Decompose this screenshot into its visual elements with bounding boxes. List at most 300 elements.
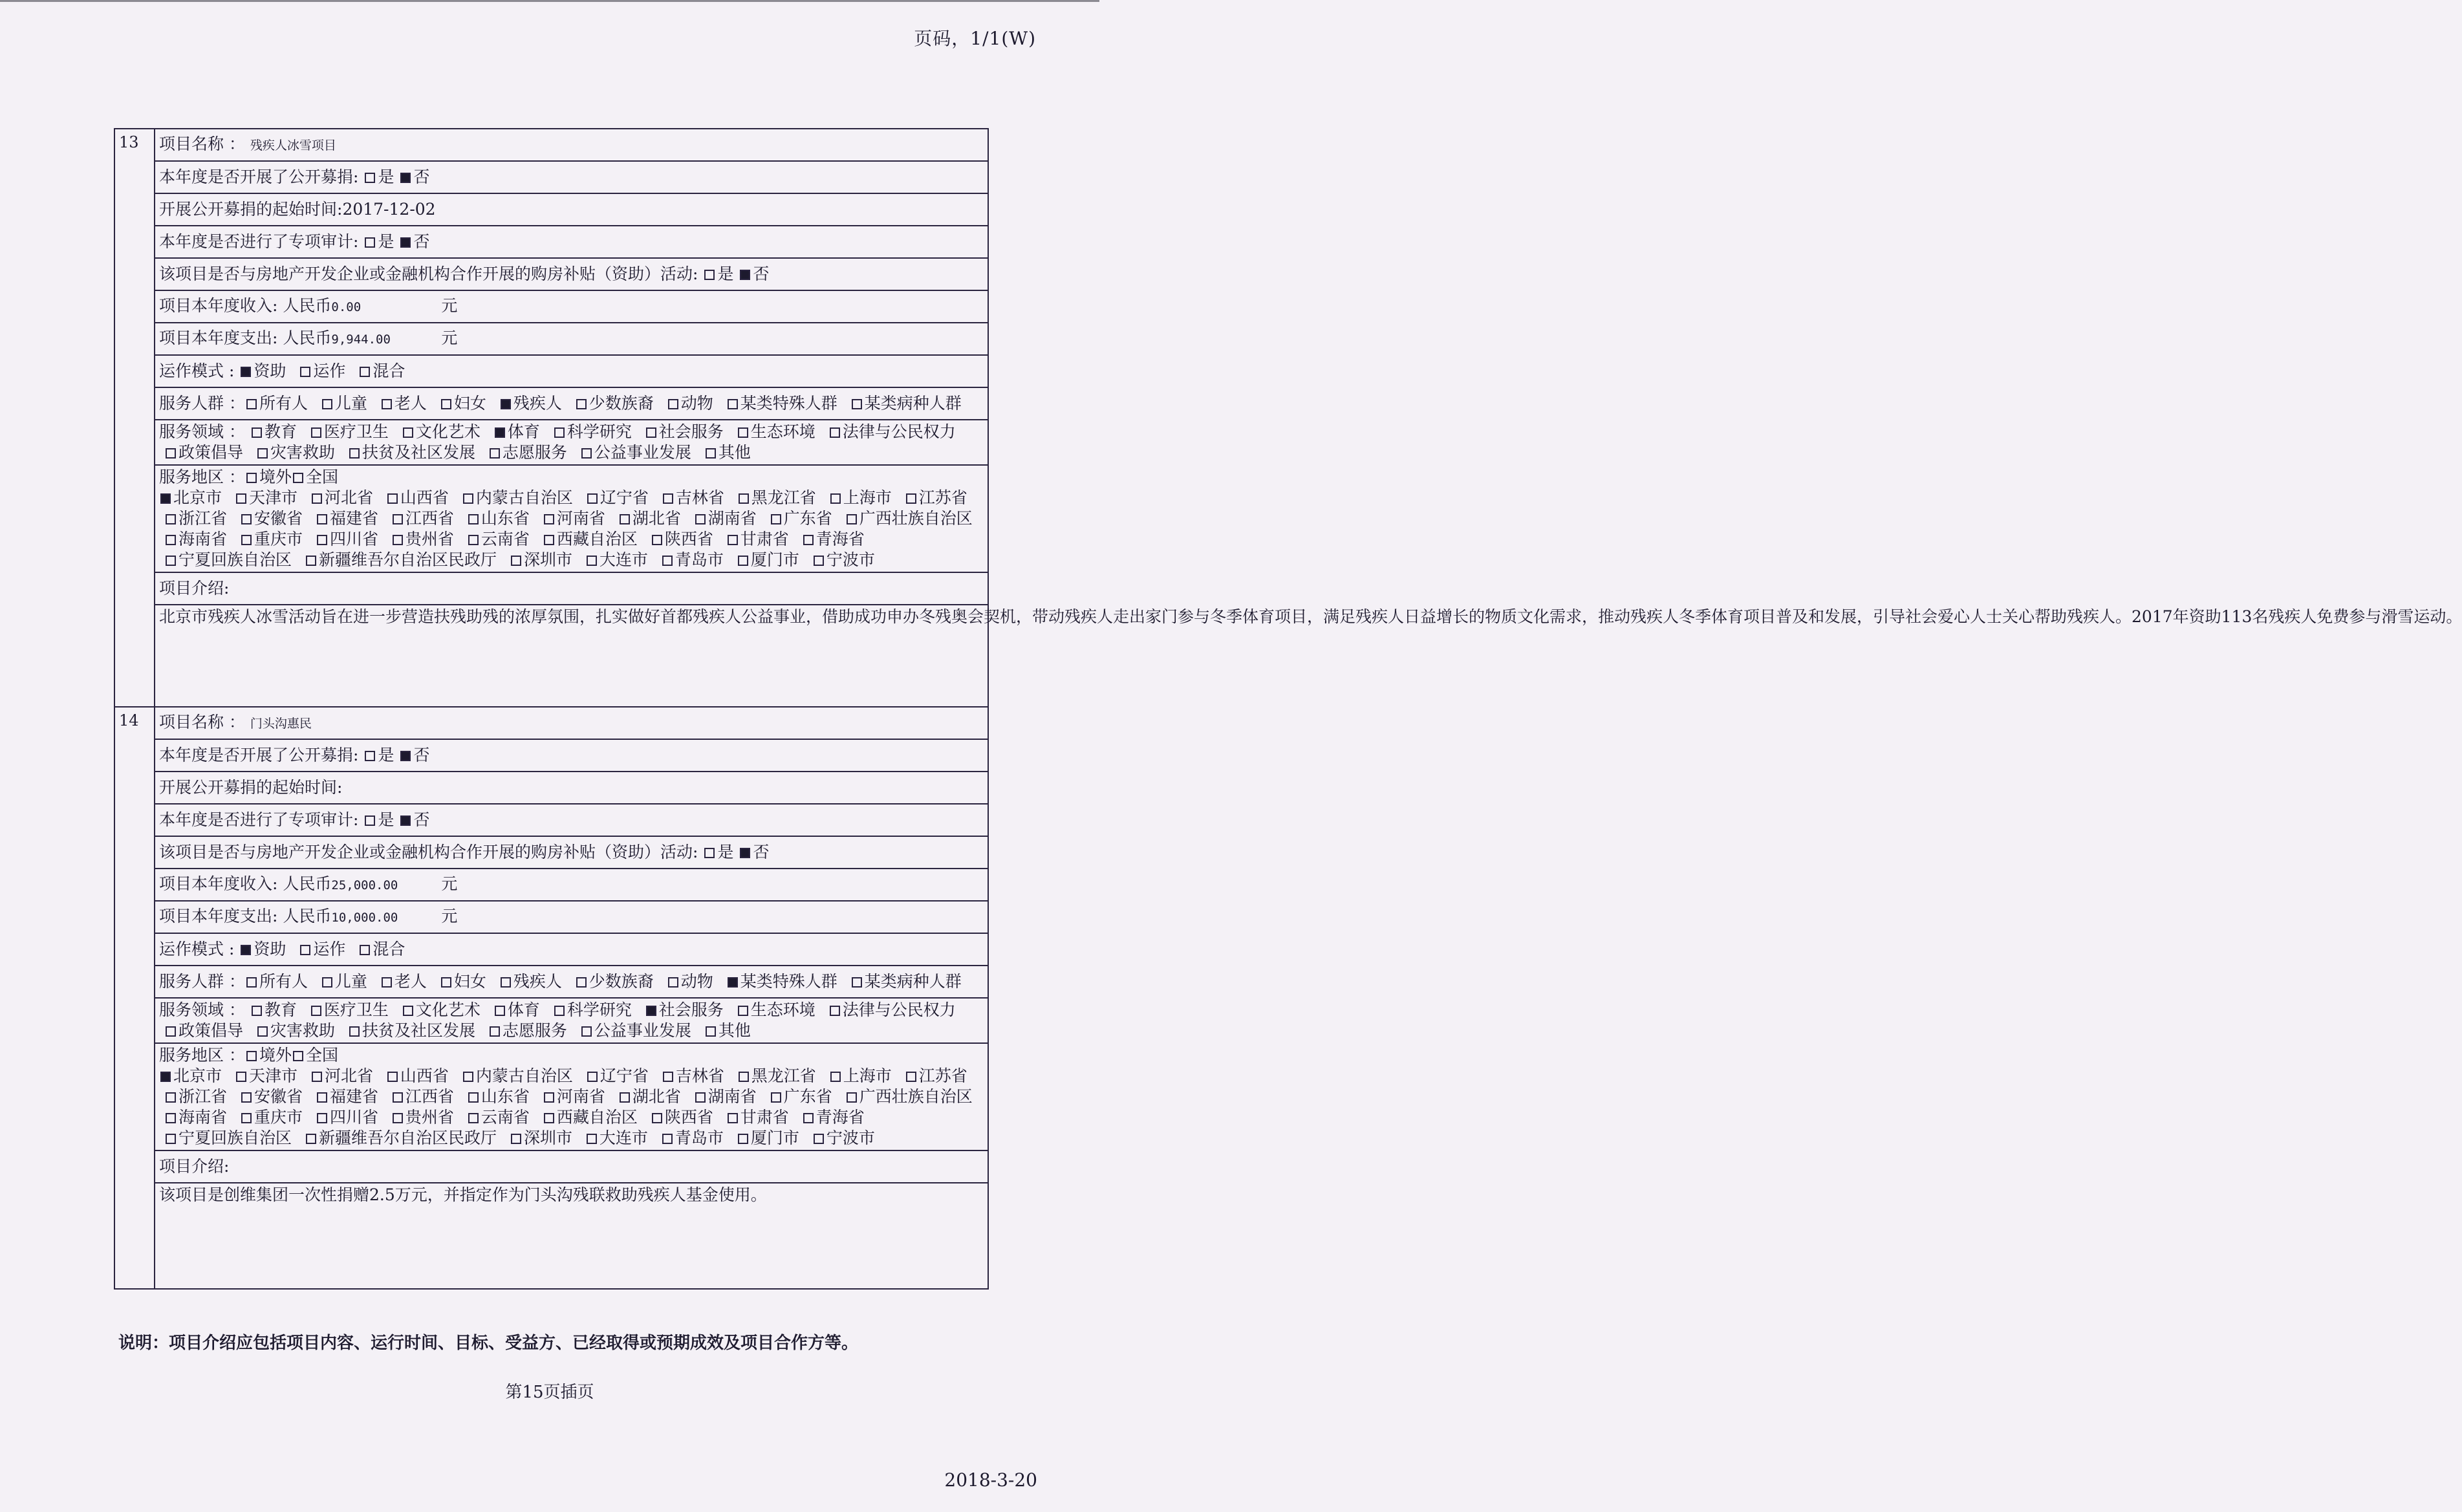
checkbox-unchecked[interactable] — [236, 1072, 246, 1082]
no-checkbox[interactable] — [400, 173, 411, 183]
service-area-option — [900, 488, 967, 507]
service-area-option — [159, 488, 222, 507]
checkbox-unchecked[interactable] — [166, 1134, 176, 1144]
service-field-option-label: 教育 — [264, 422, 297, 441]
special-audit-row — [155, 804, 988, 836]
service-group-row — [155, 966, 988, 998]
service-area-option-label: 广西壮族自治区 — [859, 509, 973, 528]
checkbox-unchecked[interactable] — [652, 1113, 662, 1123]
checkbox-unchecked[interactable] — [511, 556, 521, 566]
service-field-option — [396, 1000, 481, 1019]
income-unit: 元 — [441, 874, 458, 893]
service-area-option-label: 浙江省 — [178, 1087, 228, 1106]
service-area-option — [310, 1108, 378, 1127]
service-area-option-label: 海南省 — [178, 1108, 228, 1127]
service-area-top-label: 境外 — [259, 468, 292, 486]
housing-subsidy-row — [155, 258, 988, 290]
service-area-option — [613, 509, 681, 528]
income-value: 0.00 — [331, 300, 362, 314]
checkbox-unchecked[interactable] — [393, 1113, 403, 1123]
service-field-option-label: 生态环境 — [750, 422, 815, 441]
checkbox-unchecked[interactable] — [166, 1026, 176, 1037]
checkbox-checked[interactable] — [160, 1072, 171, 1082]
operation-mode-option — [294, 362, 345, 380]
service-area-top-label: 境外 — [259, 1046, 292, 1064]
service-area-option-label: 广东省 — [783, 509, 832, 528]
checkbox-unchecked[interactable] — [322, 977, 332, 988]
checkbox-unchecked[interactable] — [587, 556, 597, 566]
checkbox-unchecked[interactable] — [544, 1113, 554, 1123]
checkbox-unchecked[interactable] — [393, 535, 403, 545]
checkbox-unchecked[interactable] — [511, 1134, 521, 1144]
checkbox-unchecked[interactable] — [830, 493, 841, 504]
checkbox-unchecked[interactable] — [241, 1113, 252, 1123]
checkbox-unchecked[interactable] — [663, 493, 673, 504]
service-group-option-label: 某类特殊人群 — [740, 972, 837, 991]
checkbox-unchecked[interactable] — [739, 1072, 749, 1082]
operation-mode-option-label: 运作 — [313, 362, 346, 380]
checkbox-unchecked[interactable] — [490, 1026, 500, 1037]
service-area-label: 服务地区 ： — [159, 468, 245, 486]
checkbox-unchecked[interactable] — [393, 514, 403, 524]
checkbox-unchecked[interactable] — [803, 535, 814, 545]
checkbox-unchecked[interactable] — [814, 1134, 824, 1144]
checkbox-unchecked[interactable] — [581, 448, 592, 459]
checkbox-unchecked[interactable] — [360, 945, 370, 955]
service-area-option — [689, 1087, 757, 1106]
service-area-option — [310, 1087, 378, 1106]
service-area-option — [656, 550, 724, 569]
operation-mode-option-label: 资助 — [254, 362, 286, 380]
expense-label: 项目本年度支出: 人民币 — [159, 907, 332, 925]
checkbox-unchecked[interactable] — [490, 448, 500, 459]
checkbox-unchecked[interactable] — [166, 1113, 176, 1123]
checkbox-checked[interactable] — [728, 977, 738, 988]
checkbox-unchecked[interactable] — [293, 1051, 303, 1061]
checkbox-unchecked[interactable] — [495, 1006, 505, 1016]
service-group-option-label: 妇女 — [453, 394, 486, 413]
service-field-option — [640, 422, 724, 441]
checkbox-unchecked[interactable] — [463, 493, 473, 504]
checkbox-unchecked[interactable] — [166, 448, 176, 459]
checkbox-unchecked[interactable] — [246, 399, 257, 409]
checkbox-unchecked[interactable] — [257, 1026, 268, 1037]
service-field-option-label: 其他 — [718, 1021, 751, 1040]
checkbox-unchecked[interactable] — [706, 1026, 716, 1037]
service-area-option-label: 陕西省 — [664, 1108, 713, 1127]
checkbox-unchecked[interactable] — [906, 493, 916, 504]
checkbox-unchecked[interactable] — [403, 427, 413, 438]
service-field-row — [155, 998, 988, 1043]
checkbox-unchecked[interactable] — [830, 1072, 841, 1082]
service-field-option — [488, 1000, 540, 1019]
checkbox-unchecked[interactable] — [830, 1006, 840, 1016]
no-checkbox[interactable] — [400, 237, 411, 248]
service-area-option — [462, 509, 530, 528]
service-field-option — [483, 443, 567, 462]
service-area-option — [537, 509, 605, 528]
checkbox-unchecked[interactable] — [906, 1072, 916, 1082]
service-area-option — [732, 1066, 816, 1085]
service-area-option-label: 黑龙江省 — [751, 488, 816, 507]
service-area-option-label: 湖北省 — [632, 1087, 681, 1106]
checkbox-unchecked[interactable] — [317, 514, 327, 524]
service-area-option — [235, 530, 303, 548]
service-area-option — [504, 550, 572, 569]
service-field-label: 服务领域 ： — [159, 1000, 245, 1019]
no-label: 否 — [753, 843, 770, 861]
income-label: 项目本年度收入: 人民币 — [159, 874, 332, 893]
checkbox-unchecked[interactable] — [403, 1006, 413, 1016]
service-area-option — [656, 1066, 724, 1085]
checkbox-unchecked[interactable] — [468, 1092, 479, 1103]
project-form-table — [114, 128, 2462, 1290]
checkbox-unchecked[interactable] — [847, 1092, 857, 1103]
service-area-options — [159, 488, 975, 569]
checkbox-unchecked[interactable] — [771, 514, 781, 524]
service-area-option — [230, 488, 297, 507]
service-area-option — [656, 488, 724, 507]
service-area-option-label: 黑龙江省 — [751, 1066, 816, 1085]
service-area-option-label: 江西省 — [405, 1087, 454, 1106]
checkbox-unchecked[interactable] — [544, 514, 554, 524]
service-field-option-label: 政策倡导 — [178, 443, 244, 462]
service-area-option — [159, 530, 227, 548]
footnote: 说明：项目介绍应包括项目内容、运行时间、目标、受益方、已经取得或预期成效及项目合作方等。 — [118, 1334, 859, 1353]
checkbox-unchecked[interactable] — [382, 399, 392, 409]
service-area-option — [310, 509, 378, 528]
checkbox-unchecked[interactable] — [317, 1113, 327, 1123]
service-area-option-label: 湖南省 — [707, 1087, 757, 1106]
yes-label: 是 — [717, 843, 734, 861]
checkbox-unchecked[interactable] — [166, 535, 176, 545]
checkbox-unchecked[interactable] — [587, 493, 598, 504]
service-field-option — [488, 422, 540, 441]
project-name-label: 项目名称 ： — [159, 135, 245, 153]
project-number: 13 — [114, 129, 155, 707]
service-field-option — [548, 1000, 632, 1019]
yes-label: 是 — [378, 232, 394, 251]
no-checkbox[interactable] — [740, 848, 750, 858]
checkbox-unchecked[interactable] — [306, 1134, 316, 1144]
checkbox-unchecked[interactable] — [668, 399, 678, 409]
service-area-option-label: 江西省 — [405, 509, 454, 528]
checkbox-unchecked[interactable] — [814, 556, 824, 566]
service-area-option — [537, 1108, 638, 1127]
service-group-option-label: 动物 — [680, 972, 713, 991]
checkbox-unchecked[interactable] — [311, 1006, 321, 1016]
checkbox-unchecked[interactable] — [847, 514, 857, 524]
service-area-option — [764, 1087, 832, 1106]
project-name-value: 门头沟惠民 — [250, 717, 312, 731]
operation-mode-label: 运作模式 : — [159, 362, 235, 380]
checkbox-unchecked[interactable] — [300, 945, 310, 955]
checkbox-unchecked[interactable] — [257, 448, 268, 459]
checkbox-unchecked[interactable] — [739, 493, 749, 504]
service-area-options — [159, 1066, 975, 1147]
checkbox-unchecked[interactable] — [738, 427, 748, 438]
checkbox-unchecked[interactable] — [468, 514, 479, 524]
checkbox-unchecked[interactable] — [306, 556, 316, 566]
service-area-option-label: 新疆维吾尔自治区民政厅 — [318, 1129, 497, 1147]
checkbox-unchecked[interactable] — [382, 977, 392, 988]
insert-page-label: 第15页插页 — [505, 1383, 594, 1402]
service-area-option-label: 天津市 — [248, 1066, 297, 1085]
service-group-option-label: 所有人 — [259, 394, 308, 413]
checkbox-checked[interactable] — [241, 367, 251, 377]
checkbox-unchecked[interactable] — [252, 427, 262, 438]
service-area-option — [580, 550, 648, 569]
checkbox-unchecked[interactable] — [587, 1072, 598, 1082]
no-checkbox[interactable] — [400, 751, 411, 761]
service-group-option — [375, 972, 427, 991]
operation-mode-option-label: 运作 — [313, 940, 346, 958]
checkbox-unchecked[interactable] — [441, 977, 451, 988]
checkbox-unchecked[interactable] — [246, 1051, 257, 1061]
checkbox-unchecked[interactable] — [554, 1006, 565, 1016]
operation-mode-option — [353, 362, 405, 380]
checkbox-unchecked[interactable] — [501, 977, 511, 988]
checkbox-unchecked[interactable] — [166, 514, 176, 524]
service-area-option — [235, 509, 303, 528]
checkbox-unchecked[interactable] — [728, 535, 738, 545]
checkbox-unchecked[interactable] — [300, 367, 310, 377]
service-group-option — [662, 972, 713, 991]
checkbox-unchecked[interactable] — [166, 556, 176, 566]
service-area-option-label: 宁夏回族自治区 — [178, 550, 292, 569]
service-area-option-label: 深圳市 — [523, 1129, 572, 1147]
page-code: 页码，1/1(W) — [914, 28, 1036, 49]
checkbox-unchecked[interactable] — [349, 448, 360, 459]
checkbox-unchecked[interactable] — [322, 399, 332, 409]
service-area-option-label: 福建省 — [329, 509, 378, 528]
service-area-option — [386, 530, 454, 548]
checkbox-unchecked[interactable] — [241, 1092, 252, 1103]
service-group-option-label: 某类病种人群 — [864, 394, 962, 413]
service-field-option-label: 医疗卫生 — [323, 422, 389, 441]
checkbox-unchecked[interactable] — [646, 427, 656, 438]
checkbox-unchecked[interactable] — [695, 514, 706, 524]
service-area-option — [807, 1129, 875, 1147]
checkbox-unchecked[interactable] — [387, 493, 398, 504]
service-area-option-label: 辽宁省 — [599, 488, 649, 507]
checkbox-unchecked[interactable] — [620, 514, 630, 524]
checkbox-unchecked[interactable] — [468, 1113, 479, 1123]
checkbox-unchecked[interactable] — [311, 427, 321, 438]
service-area-option-label: 山东省 — [481, 1087, 530, 1106]
service-group-option — [662, 394, 713, 413]
checkbox-unchecked[interactable] — [738, 556, 748, 566]
checkbox-unchecked[interactable] — [662, 1134, 673, 1144]
yes-checkbox[interactable] — [365, 751, 375, 761]
checkbox-unchecked[interactable] — [738, 1134, 748, 1144]
intro-text-cell — [155, 605, 2462, 707]
service-field-option-label: 灾害救助 — [270, 1021, 335, 1040]
checkbox-unchecked[interactable] — [852, 399, 862, 409]
checkbox-unchecked[interactable] — [706, 448, 716, 459]
scan-edge — [0, 0, 1099, 2]
checkbox-checked[interactable] — [241, 945, 251, 955]
checkbox-unchecked[interactable] — [576, 977, 587, 988]
checkbox-unchecked[interactable] — [312, 1072, 322, 1082]
service-area-option-label: 甘肃省 — [740, 1108, 789, 1127]
checkbox-unchecked[interactable] — [695, 1092, 706, 1103]
expense-unit: 元 — [441, 907, 458, 925]
service-group-option-label: 儿童 — [334, 394, 367, 413]
service-area-option — [797, 1108, 865, 1127]
checkbox-unchecked[interactable] — [463, 1072, 473, 1082]
checkbox-unchecked[interactable] — [293, 473, 303, 483]
service-area-option-label: 重庆市 — [254, 530, 303, 548]
no-checkbox[interactable] — [740, 270, 750, 280]
no-checkbox[interactable] — [400, 815, 411, 826]
yes-checkbox[interactable] — [365, 815, 375, 826]
service-area-option-label: 湖南省 — [707, 509, 757, 528]
checkbox-unchecked[interactable] — [317, 1092, 327, 1103]
service-field-option-label: 扶贫及社区发展 — [362, 443, 475, 462]
checkbox-unchecked[interactable] — [360, 367, 370, 377]
service-area-option — [824, 488, 892, 507]
service-group-option — [845, 394, 962, 413]
service-area-option-label: 吉林省 — [675, 488, 724, 507]
checkbox-unchecked[interactable] — [236, 493, 246, 504]
checkbox-unchecked[interactable] — [252, 1006, 262, 1016]
service-area-option-label: 广东省 — [783, 1087, 832, 1106]
yes-checkbox[interactable] — [365, 173, 375, 183]
checkbox-unchecked[interactable] — [317, 535, 327, 545]
checkbox-unchecked[interactable] — [830, 427, 840, 438]
checkbox-unchecked[interactable] — [728, 1113, 738, 1123]
checkbox-unchecked[interactable] — [803, 1113, 814, 1123]
checkbox-unchecked[interactable] — [662, 556, 673, 566]
service-area-option-label: 安徽省 — [254, 1087, 303, 1106]
checkbox-unchecked[interactable] — [349, 1026, 360, 1037]
checkbox-unchecked[interactable] — [241, 514, 252, 524]
operation-mode-option — [294, 940, 345, 958]
service-group-option-label: 妇女 — [453, 972, 486, 991]
service-area-option — [581, 1066, 649, 1085]
intro-label: 项目介绍: — [159, 579, 230, 598]
operation-mode-row — [155, 933, 988, 966]
service-area-option — [462, 1108, 530, 1127]
checkbox-checked[interactable] — [160, 493, 171, 504]
checkbox-unchecked[interactable] — [387, 1072, 398, 1082]
service-area-option — [386, 509, 454, 528]
no-label: 否 — [413, 232, 430, 251]
service-area-option — [386, 1087, 454, 1106]
service-area-option — [824, 1066, 892, 1085]
service-area-option — [381, 488, 449, 507]
service-field-option — [640, 1000, 724, 1019]
service-area-option-label: 安徽省 — [254, 509, 303, 528]
yes-checkbox[interactable] — [365, 237, 375, 248]
service-field-option — [483, 1021, 567, 1040]
document-date: 2018-3-20 — [944, 1469, 1037, 1491]
yes-checkbox[interactable] — [704, 848, 715, 858]
yes-checkbox[interactable] — [704, 270, 715, 280]
service-area-option-label: 青海省 — [815, 1108, 865, 1127]
checkbox-unchecked[interactable] — [576, 399, 587, 409]
service-area-option-label: 山西省 — [400, 1066, 449, 1085]
checkbox-unchecked[interactable] — [852, 977, 862, 988]
checkbox-unchecked[interactable] — [246, 977, 257, 988]
checkbox-unchecked[interactable] — [620, 1092, 630, 1103]
service-field-option-label: 教育 — [264, 1000, 297, 1019]
service-group-option — [316, 394, 367, 413]
service-area-option — [656, 1129, 724, 1147]
service-area-option — [721, 530, 789, 548]
operation-mode-options — [234, 362, 407, 380]
checkbox-unchecked[interactable] — [468, 535, 479, 545]
intro-text: 该项目是创维集团一次性捐赠2.5万元，并指定作为门头沟残联救助残疾人基金使用。 — [159, 1185, 767, 1204]
checkbox-unchecked[interactable] — [728, 399, 738, 409]
checkbox-unchecked[interactable] — [166, 1092, 176, 1103]
checkbox-checked[interactable] — [495, 427, 505, 438]
project-name-cell — [155, 707, 988, 739]
service-field-option — [305, 422, 389, 441]
income-row — [155, 290, 988, 323]
service-area-option — [462, 1087, 530, 1106]
service-group-row — [155, 387, 988, 420]
service-area-option — [840, 509, 973, 528]
service-area-option-label: 大连市 — [599, 1129, 648, 1147]
service-field-option — [251, 1021, 335, 1040]
service-area-option-label: 宁波市 — [826, 550, 875, 569]
expense-unit: 元 — [441, 329, 458, 347]
service-area-option-label: 天津市 — [248, 488, 297, 507]
checkbox-checked[interactable] — [501, 399, 511, 409]
checkbox-unchecked[interactable] — [441, 399, 451, 409]
checkbox-unchecked[interactable] — [771, 1092, 781, 1103]
checkbox-unchecked[interactable] — [393, 1092, 403, 1103]
checkbox-unchecked[interactable] — [663, 1072, 673, 1082]
checkbox-unchecked[interactable] — [738, 1006, 748, 1016]
checkbox-unchecked[interactable] — [544, 535, 554, 545]
service-field-option — [699, 443, 751, 462]
checkbox-unchecked[interactable] — [668, 977, 678, 988]
service-area-option-label: 新疆维吾尔自治区民政厅 — [318, 550, 497, 569]
service-group-option-label: 老人 — [394, 972, 427, 991]
service-field-option — [305, 1000, 389, 1019]
service-field-option — [575, 1021, 691, 1040]
service-field-option-label: 公益事业发展 — [594, 1021, 691, 1040]
checkbox-unchecked[interactable] — [581, 1026, 592, 1037]
no-label: 否 — [753, 265, 770, 283]
service-area-option-label: 甘肃省 — [740, 530, 789, 548]
checkbox-unchecked[interactable] — [312, 493, 322, 504]
service-area-option-label: 北京市 — [173, 1066, 222, 1085]
checkbox-unchecked[interactable] — [246, 473, 257, 483]
service-area-option — [537, 530, 638, 548]
service-area-option-label: 青岛市 — [675, 550, 724, 569]
checkbox-checked[interactable] — [646, 1006, 656, 1016]
checkbox-unchecked[interactable] — [652, 535, 662, 545]
service-area-option — [235, 1087, 303, 1106]
service-field-option-label: 文化艺术 — [415, 422, 481, 441]
service-area-top-options — [245, 1046, 338, 1064]
public-fundraising-label: 本年度是否开展了公开募捐: — [159, 167, 359, 186]
checkbox-unchecked[interactable] — [587, 1134, 597, 1144]
checkbox-unchecked[interactable] — [554, 427, 565, 438]
service-field-option — [159, 1021, 243, 1040]
project-name-label: 项目名称 ： — [159, 713, 245, 731]
checkbox-unchecked[interactable] — [544, 1092, 554, 1103]
service-area-option-label: 厦门市 — [750, 1129, 799, 1147]
yes-label: 是 — [378, 167, 394, 186]
service-group-option-label: 少数族裔 — [589, 394, 654, 413]
checkbox-unchecked[interactable] — [241, 535, 252, 545]
fundraising-start-label: 开展公开募捐的起始时间: — [159, 778, 343, 797]
